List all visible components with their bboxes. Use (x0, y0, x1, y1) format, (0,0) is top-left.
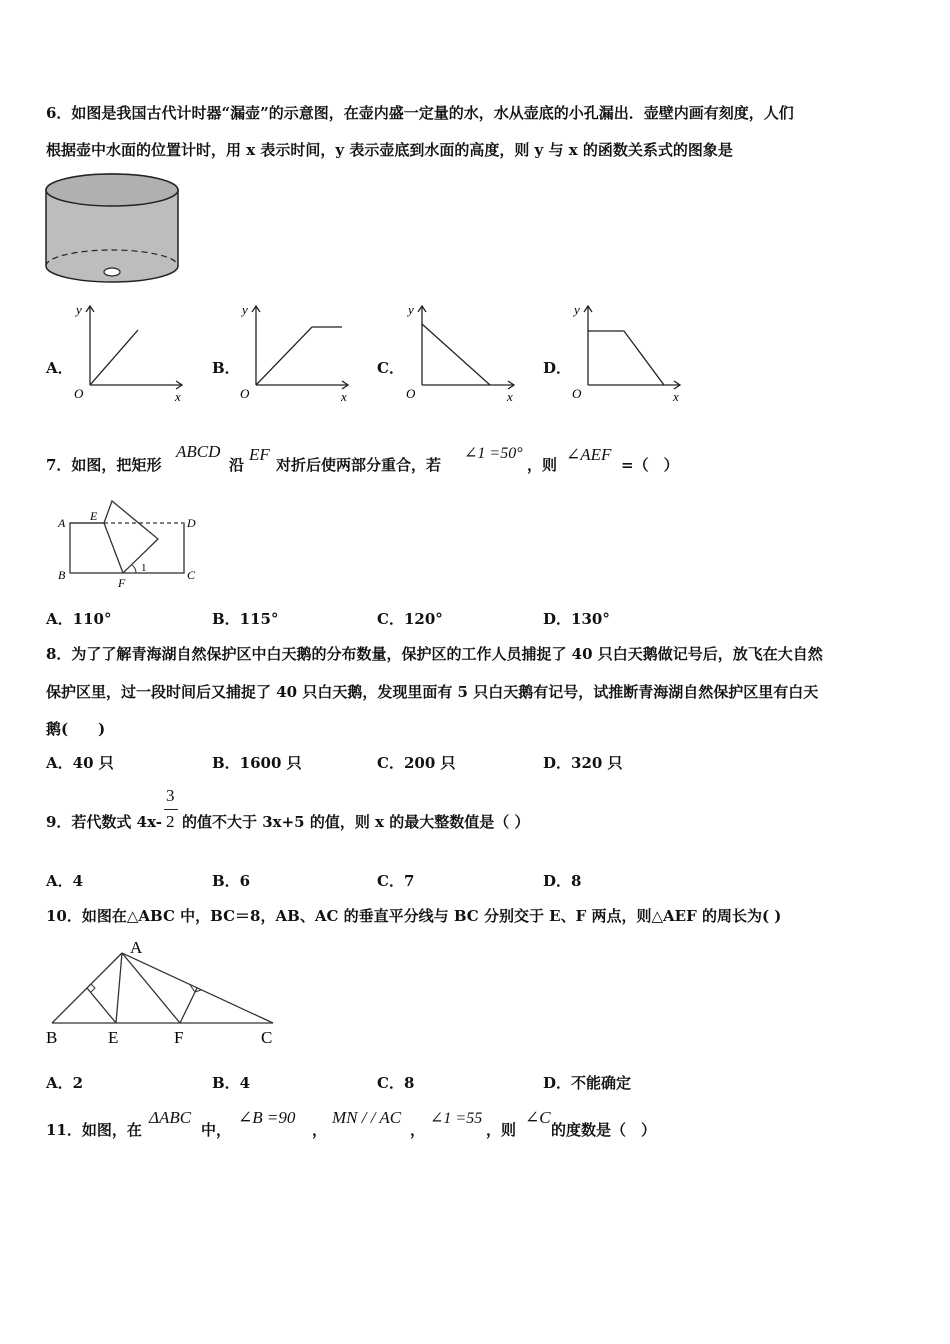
q10-option-d[interactable]: D．不能确定 (543, 1074, 632, 1092)
q8-option-d[interactable]: D．320 只 (543, 754, 623, 772)
origin-label: O (74, 386, 84, 401)
q7-text-equals: =（ ） (621, 456, 679, 474)
label-c: C (187, 568, 196, 582)
q11-math-angle-c: ∠C (525, 1108, 551, 1127)
q7-rectangle-fold-figure (56, 495, 206, 590)
q7-option-c[interactable]: C．120° (377, 610, 443, 628)
axis-y-label: y (242, 302, 248, 317)
q9-fraction-numerator: 3 (166, 786, 175, 805)
label-b: B (58, 568, 66, 582)
q7-math-angle1: ∠1 =50° (464, 445, 523, 462)
q8-option-a[interactable]: A．40 只 (46, 754, 114, 772)
q9-suffix: 的值不大于 3x+5 的值，则 x 的最大整数值是（ ） (182, 813, 530, 831)
q11-math-mn-ac: MN / / AC (332, 1108, 402, 1127)
axis-y-label: y (408, 302, 414, 317)
water-clock-figure (40, 168, 185, 288)
q11-sep1: ， (312, 1121, 328, 1139)
q7-option-d[interactable]: D．130° (543, 610, 610, 628)
axis-y-label: y (76, 302, 82, 317)
label-e: E (108, 1028, 119, 1047)
q8-line2: 保护区里，过一段时间后又捕捉了 40 只白天鹅，发现里面有 5 只白天鹅有记号，试推断青海湖自然保护区里有白天 (46, 683, 819, 701)
q11-text-in: 中， (201, 1121, 232, 1139)
q9-option-b[interactable]: B．6 (212, 872, 251, 890)
q9-option-a[interactable]: A．4 (46, 872, 84, 890)
q10-text: 10．如图在△ABC 中，BC＝8，AB、AC 的垂直平分线与 BC 分别交于 E、F 两点，则△AEF 的周长为( ) (46, 907, 782, 925)
q11-prefix: 11．如图，在 (46, 1121, 142, 1139)
q7-math-angle-aef: ∠AEF (566, 445, 612, 464)
q6-line2: 根据壶中水面的位置计时，用 x 表示时间，y 表示壶底到水面的高度，则 y 与 x 的函数关系式的图象是 (46, 141, 733, 159)
q8-line3: 鹅( ) (46, 720, 106, 738)
label-a: A (58, 516, 66, 530)
label-d: D (187, 516, 196, 530)
q6-option-b-label[interactable]: B． (212, 359, 240, 377)
axis-x-label: x (175, 389, 181, 404)
q7-option-a[interactable]: A．110° (46, 610, 112, 628)
q8-option-c[interactable]: C．200 只 (377, 754, 456, 772)
q7-text-then: ，则 (527, 456, 558, 474)
q10-triangle-figure (40, 935, 290, 1050)
label-b: B (46, 1028, 58, 1047)
q6-graph-c[interactable] (402, 300, 522, 405)
q8-line1: 8．为了了解青海湖自然保护区中白天鹅的分布数量，保护区的工作人员捕捉了 40 只白天鹅做记号后，放飞在大自然 (46, 645, 823, 663)
label-e: E (90, 509, 98, 523)
label-a: A (130, 938, 143, 957)
q6-graph-a[interactable] (70, 300, 190, 405)
label-c: C (261, 1028, 273, 1047)
q11-math-angle-b: ∠B =90 (238, 1108, 296, 1127)
q10-option-a[interactable]: A．2 (46, 1074, 84, 1092)
q6-line1: 6．如图是我国古代计时器“漏壶”的示意图，在壶内盛一定量的水，水从壶底的小孔漏出．壶壁内画有刻度，人们 (46, 104, 794, 122)
q9-prefix: 9．若代数式 4x- (46, 813, 163, 831)
q7-option-b[interactable]: B．115° (212, 610, 279, 628)
q6-graph-b[interactable] (236, 300, 356, 405)
origin-label: O (406, 386, 416, 401)
q7-prefix: 7．如图，把矩形 (46, 456, 162, 474)
origin-label: O (572, 386, 582, 401)
q6-option-d-label[interactable]: D． (543, 359, 572, 377)
label-angle-1: 1 (141, 562, 147, 574)
q7-math-abcd: ABCD (176, 442, 221, 461)
label-f: F (174, 1028, 184, 1047)
q9-option-d[interactable]: D．8 (543, 872, 582, 890)
q7-math-ef: EF (249, 445, 270, 464)
q11-math-triangle: ΔABC (149, 1108, 192, 1127)
q6-graph-d[interactable] (568, 300, 688, 405)
q11-text-degree: 的度数是（ ） (551, 1121, 657, 1139)
q9-fraction-denominator: 2 (166, 812, 175, 831)
q8-option-b[interactable]: B．1600 只 (212, 754, 302, 772)
q11-text-then: ，则 (486, 1121, 517, 1139)
q6-option-a-label[interactable]: A． (46, 359, 73, 377)
q9-option-c[interactable]: C．7 (377, 872, 415, 890)
q10-option-c[interactable]: C．8 (377, 1074, 415, 1092)
q11-math-angle1: ∠1 =55 (430, 1110, 483, 1127)
origin-label: O (240, 386, 250, 401)
q7-text-along: 沿 (229, 456, 245, 474)
axis-x-label: x (673, 389, 679, 404)
q11-sep2: ， (410, 1121, 426, 1139)
axis-x-label: x (341, 389, 347, 404)
q7-text-fold: 对折后使两部分重合，若 (276, 456, 442, 474)
axis-x-label: x (507, 389, 513, 404)
label-f: F (118, 576, 126, 590)
q9-fraction-bar (164, 809, 178, 810)
q10-option-b[interactable]: B．4 (212, 1074, 251, 1092)
axis-y-label: y (574, 302, 580, 317)
q6-option-c-label[interactable]: C． (377, 359, 404, 377)
